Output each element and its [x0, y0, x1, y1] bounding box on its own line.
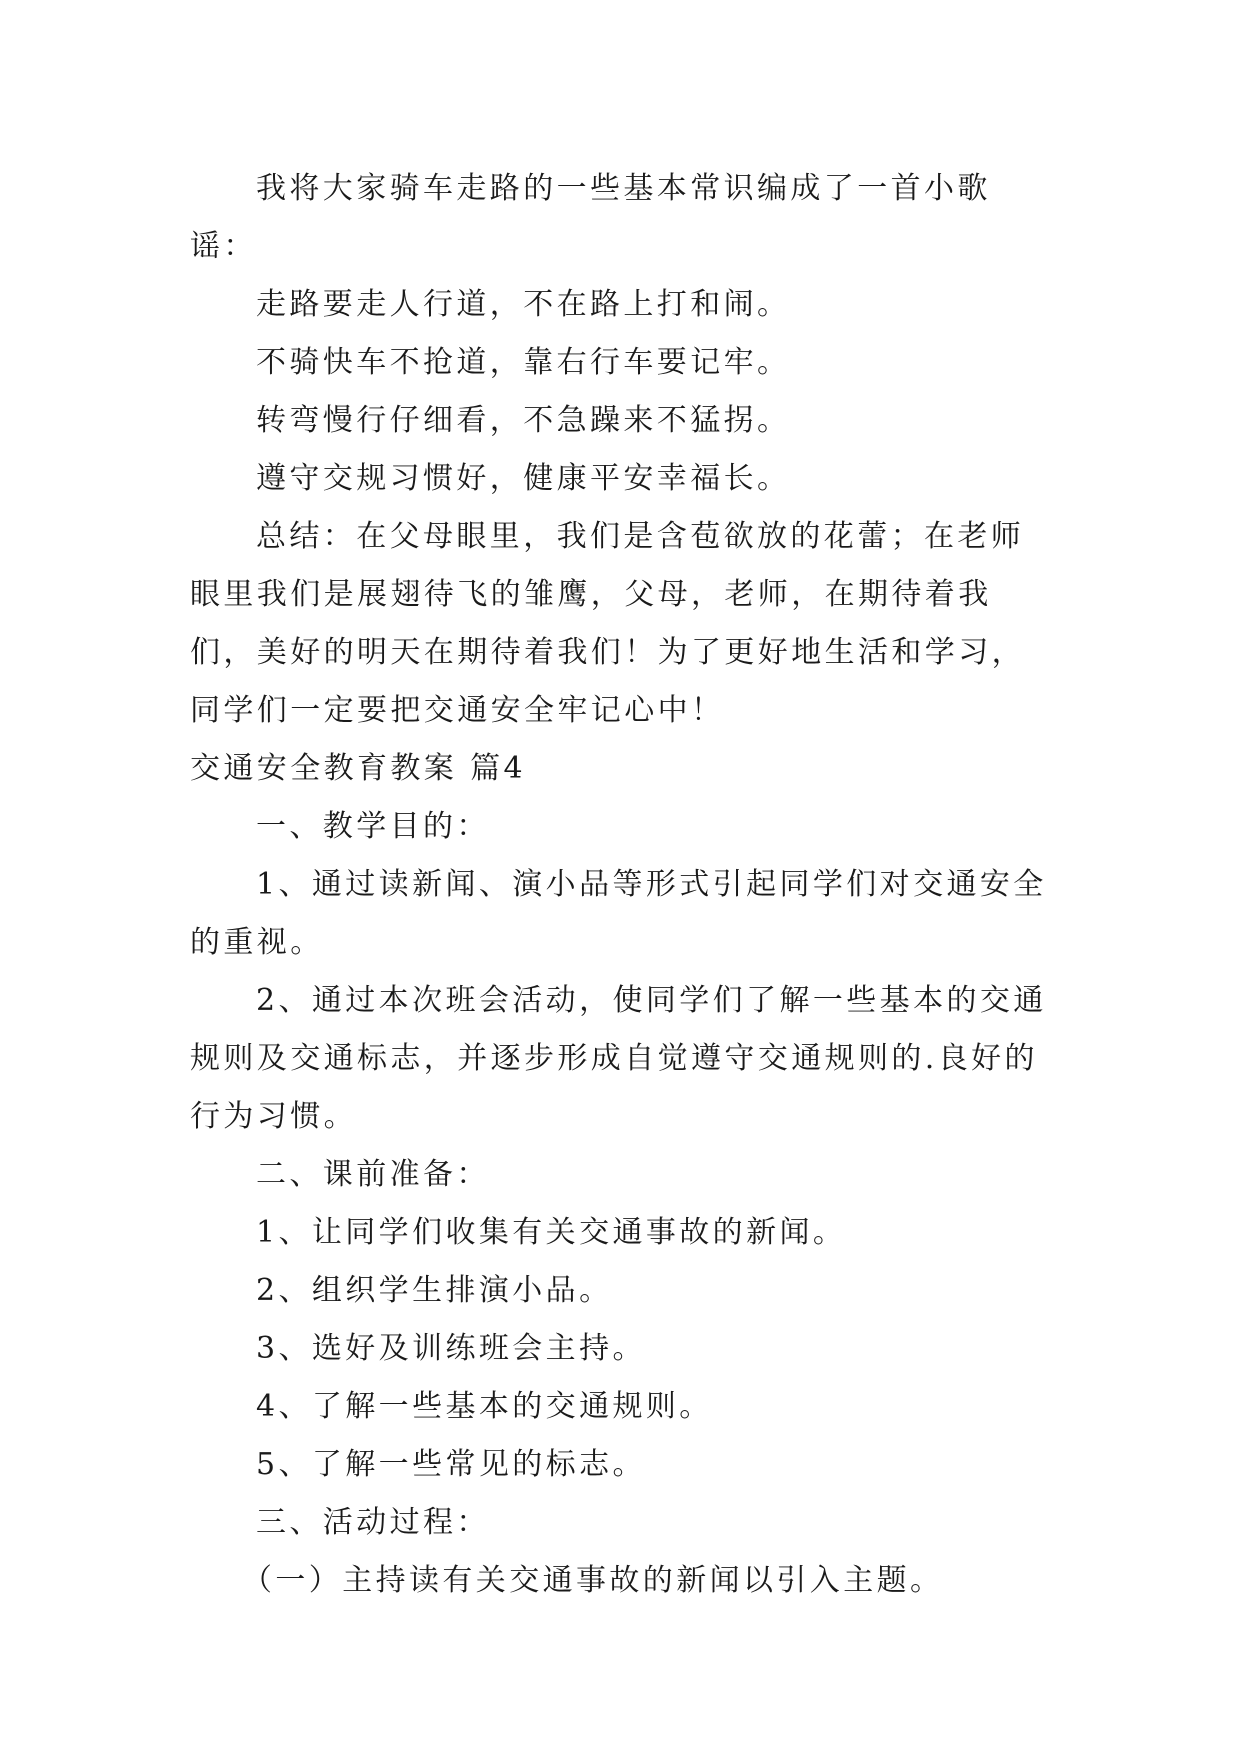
heading-preparation: 二、课前准备： — [256, 1157, 490, 1192]
prep-item-3: 3、选好及训练班会主持。 — [256, 1331, 646, 1366]
goal-item-1: 1、通过读新闻、演小品等形式引起同学们对交通安全的重视。 — [190, 867, 1047, 960]
document-body — [190, 160, 1050, 1610]
prep-item-5: 5、了解一些常见的标志。 — [256, 1447, 646, 1482]
prep-item-1: 1、让同学们收集有关交通事故的新闻。 — [256, 1215, 847, 1250]
prep-item-2: 2、组织学生排演小品。 — [256, 1273, 613, 1308]
prep-item-4: 4、了解一些基本的交通规则。 — [256, 1389, 713, 1424]
section-heading: 交通安全教育教案 篇4 — [190, 751, 527, 786]
rhyme-line-2: 不骑快车不抢道，靠右行车要记牢。 — [256, 345, 791, 380]
heading-activity-process: 三、活动过程： — [256, 1505, 490, 1540]
heading-teaching-goals: 一、教学目的： — [256, 809, 490, 844]
activity-step-1: （一）主持读有关交通事故的新闻以引入主题。 — [242, 1563, 944, 1598]
rhyme-line-4: 遵守交规习惯好，健康平安幸福长。 — [256, 461, 791, 496]
rhyme-line-1: 走路要走人行道，不在路上打和闹。 — [256, 287, 791, 322]
goal-item-2: 2、通过本次班会活动，使同学们了解一些基本的交通规则及交通标志，并逐步形成自觉遵守交通规则的.良好的行为习惯。 — [190, 983, 1047, 1134]
paragraph-intro: 我将大家骑车走路的一些基本常识编成了一首小歌谣： — [190, 171, 991, 264]
paragraph-summary: 总结：在父母眼里，我们是含苞欲放的花蕾；在老师眼里我们是展翅待飞的雏鹰，父母，老师，在期待着我们，美好的明天在期待着我们！为了更好地生活和学习，同学们一定要把交通安全牢记心中！ — [190, 519, 1025, 728]
rhyme-line-3: 转弯慢行仔细看，不急躁来不猛拐。 — [256, 403, 791, 438]
